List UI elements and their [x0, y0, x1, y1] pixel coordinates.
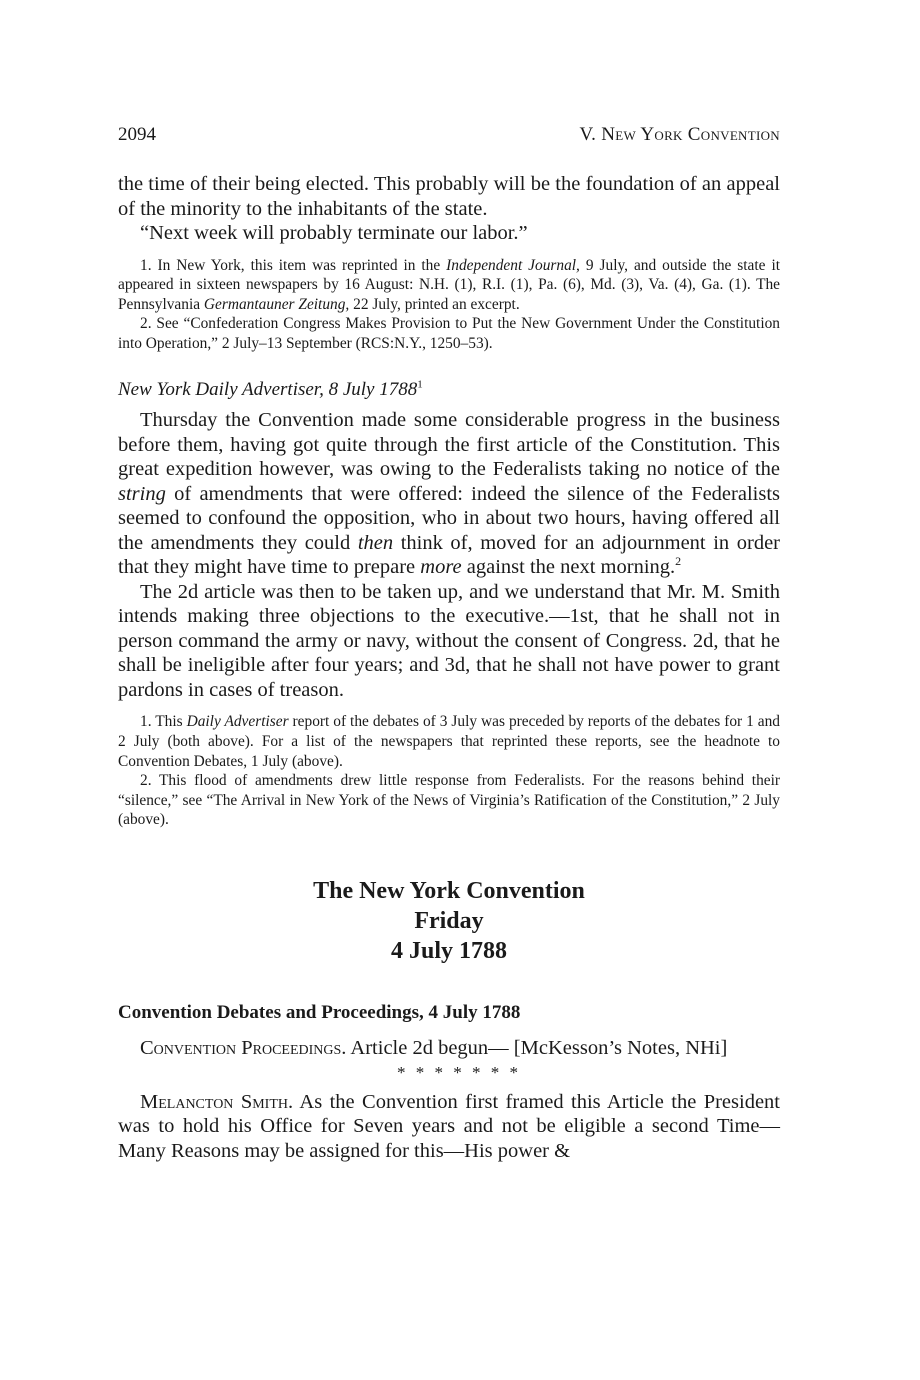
paragraph-text: Article 2d begun— [McKesson’s Notes, NHi] [346, 1037, 728, 1060]
opening-paragraph: the time of their being elected. This probably will be the foundation of an appeal of the minority to the inhabitants of the state. [118, 173, 780, 220]
footnote-1 [118, 712, 780, 771]
debates-title: Convention Debates and Proceedings, 4 July 1788 [118, 1002, 521, 1024]
footnote-2: 2. This flood of amendments drew little response from Federalists. For the reasons behind their “silence,” see “The Arrival in New York of the News of Virginia’s Ratification of the Constitution,” 2 July (above). [118, 772, 780, 829]
section-heading-line-2: Friday [414, 908, 484, 935]
footnote-text: 9 July, and outside the state it appeared in sixteen newspapers by 16 August: N.H. (1), R.I. (1), Pa. (6), Md. (3), Va. (4), Ga. (1). The Pennsylvania [118, 256, 781, 313]
footnote-marker: 2 [675, 554, 682, 569]
opening-quote: “Next week will probably terminate our labor.” [140, 222, 528, 244]
footnote-text: 22 July, printed an excerpt. [349, 295, 520, 313]
page-number: 2094 [118, 124, 156, 145]
emphasis: then [357, 531, 394, 554]
paragraph-text: think of, moved for an adjournment in order that they might have time to prepare [118, 531, 780, 579]
advertiser-paragraph-2: The 2d article was then to be taken up, and we understand that Mr. M. Smith intends making three objections to the executive.—1st, that he shall not in person command the army or navy, without the consent of Congress. 2d, that he shall be ineligible after four years; and 3d, that he shall not have power to grant pardons in cases of treason. [118, 580, 780, 701]
proceedings-label: Convention Proceedings. [140, 1037, 347, 1060]
document-page [118, 120, 780, 1163]
footnotes-b [118, 712, 780, 830]
publication-name: Daily Advertiser [186, 713, 289, 731]
emphasis: string [118, 482, 166, 505]
smith-speech-paragraph [118, 1090, 780, 1164]
opening-text [118, 172, 780, 246]
debates-text [118, 1036, 780, 1163]
paragraph-text: Thursday the Convention made some considerable progress in the business before them, having got quite through the first article of the Constitution. This great expedition however, was owing to the Federalists taking no notice of the [118, 409, 780, 481]
footnote-text: 1. This [140, 713, 187, 731]
speaker-name: Melancton Smith. [140, 1090, 294, 1113]
document-title [118, 378, 780, 402]
footnote-marker: 1 [417, 379, 423, 392]
section-heading [118, 876, 780, 966]
publication-name: Germantauner Zeitung, [203, 295, 350, 313]
proceedings-paragraph [118, 1036, 780, 1061]
emphasis: more [420, 556, 462, 579]
ellipsis-stars: * * * * * * * [397, 1062, 521, 1082]
footnote-text: report of the debates of 3 July was preceded by reports of the debates for 1 and 2 July (both above). For a list of the newspapers that reprinted these reports, see the headnote to Convention Debates, 1 July (above). [118, 713, 780, 770]
running-header [118, 120, 780, 150]
advertiser-paragraph-1 [118, 408, 780, 580]
section-heading-line-3: 4 July 1788 [390, 938, 507, 965]
publication-name: Independent Journal, [446, 256, 580, 274]
advertiser-text [118, 408, 780, 702]
section-heading-line-1: The New York Convention [313, 878, 585, 905]
footnotes-a [118, 256, 780, 354]
running-title: V. New York Convention [579, 124, 780, 145]
footnote-2: 2. See “Confederation Congress Makes Provision to Put the New Government Under the Constitution into Operation,” 2 July–13 September (RCS:N.Y., 1250–53). [118, 315, 780, 352]
footnote-text: 1. In New York, this item was reprinted in the [140, 256, 447, 274]
paragraph-text: As the Convention first framed this Article the President was to hold his Office for Seven years and not be eligible a second Time—Many Reasons may be assigned for this—His power & [118, 1090, 780, 1162]
paragraph-text: of amendments that were offered: indeed the silence of the Federalists seemed to confound the opposition, who in about two hours, having offered all the amendments they could [118, 482, 780, 554]
document-title-text: New York Daily Advertiser, 8 July 1788 [118, 379, 418, 401]
footnote-1 [118, 256, 780, 315]
paragraph-text: against the next morning. [461, 556, 676, 579]
